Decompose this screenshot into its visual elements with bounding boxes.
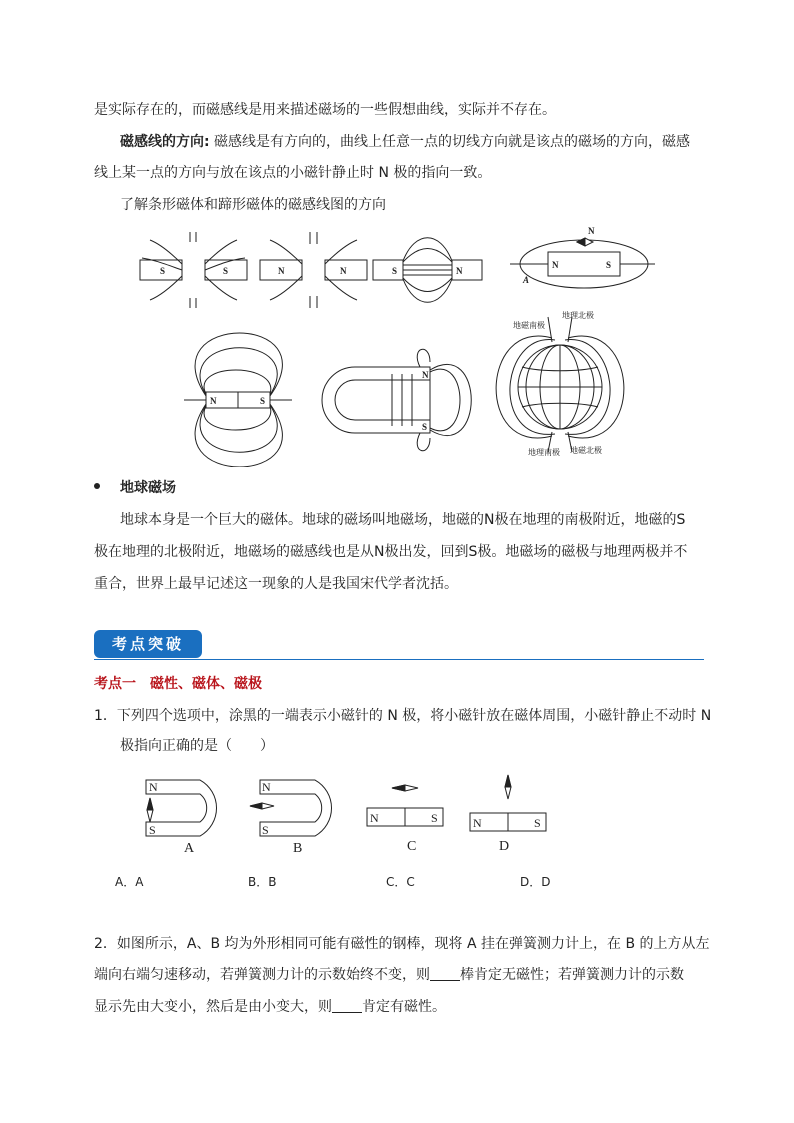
question2-line1: 2．如图所示，A、B 均为外形相同可能有磁性的钢棒，现将 A 挂在弹簧测力计上，在 B 的上方从左 [94,936,710,952]
paragraph-field-lines: 是实际存在的，而磁感线是用来描述磁场的一些假想曲线，实际并不存在。 [94,102,556,118]
answer-blank-2[interactable] [332,998,362,1013]
question2-text: 肯定有磁性。 [362,999,446,1015]
earth-text-line3: 重合，世界上最早记述这一现象的人是我国宋代学者沈括。 [94,576,458,592]
topic-heading: 考点一 磁性、磁体、磁极 [94,676,262,692]
pole-label: N [262,780,271,794]
question2-text: 端向右端匀速移动，若弹簧测力计的示数始终不变，则 [94,967,430,983]
figure-label-c: C [407,839,417,854]
question1-line2: 极指向正确的是（ ） [120,738,274,754]
pole-label: S [149,823,156,837]
paragraph-direction [120,132,690,152]
pole-label: N [210,396,217,406]
pole-label: N [473,816,482,830]
question2-text: 棒肯定无磁性；若弹簧测力计的示数 [460,967,684,983]
pole-label: S [422,422,428,432]
figure-label-b: B [293,841,303,856]
field-lines-figure [130,222,670,467]
pole-label: N [370,811,379,825]
pole-label: S [223,266,229,276]
pole-label: S [431,811,438,825]
geo-south-label: 地理南极 [528,448,560,457]
bullet-icon [94,483,100,489]
question2-line3 [94,997,446,1017]
section-tag: 考点突破 [94,630,202,658]
option-c[interactable]: C．C [386,875,415,889]
pole-label: N [340,266,347,276]
option-b[interactable]: B．B [248,875,277,889]
option-a[interactable]: A．A [115,875,144,889]
earth-heading: 地球磁场 [120,480,176,496]
section-divider [94,659,704,660]
pole-label: N [422,370,429,380]
pole-label: N [278,266,285,276]
pole-label: S [606,260,612,270]
paragraph-direction-cont: 线上某一点的方向与放在该点的小磁针静止时 N 极的指向一致。 [94,165,492,181]
earth-text-line2: 极在地理的北极附近，地磁场的磁感线也是从N极出发，回到S极。地磁场的磁极与地理两极并不 [94,544,688,560]
pole-label: S [262,823,269,837]
figure-label-a: A [184,841,195,856]
pole-label: N [149,780,158,794]
pole-label: S [392,266,398,276]
option-d[interactable]: D．D [520,875,551,889]
earth-text-line1: 地球本身是一个巨大的磁体。地球的磁场叫地磁场，地磁的N极在地理的南极附近，地磁的S [120,512,686,528]
paragraph-figure-intro: 了解条形磁体和蹄形磁体的磁感线图的方向 [120,197,386,213]
geo-north-label: 地理北极 [562,311,594,320]
pole-label: S [160,266,166,276]
answer-blank-1[interactable] [430,966,460,981]
mag-north-label: 地磁北极 [570,446,602,455]
pole-label: N [456,266,463,276]
mag-south-label: 地磁南极 [513,321,545,330]
question1-figure [110,770,570,862]
question2-text: 显示先由大变小，然后是由小变大，则 [94,999,332,1015]
direction-heading: 磁感线的方向: [120,134,210,150]
question2-line2 [94,965,684,985]
point-label: A [523,275,530,285]
pole-label: N [588,226,595,236]
earth-heading-row [94,478,176,498]
direction-text: 磁感线是有方向的，曲线上任意一点的切线方向就是该点的磁场的方向，磁感 [209,134,691,150]
pole-label: S [260,396,266,406]
figure-label-d: D [499,839,510,854]
question1-line1: 1．下列四个选项中，涂黑的一端表示小磁针的 N 极，将小磁针放在磁体周围，小磁针静止不动时 N [94,708,712,724]
pole-label: N [552,260,559,270]
pole-label: S [534,816,541,830]
